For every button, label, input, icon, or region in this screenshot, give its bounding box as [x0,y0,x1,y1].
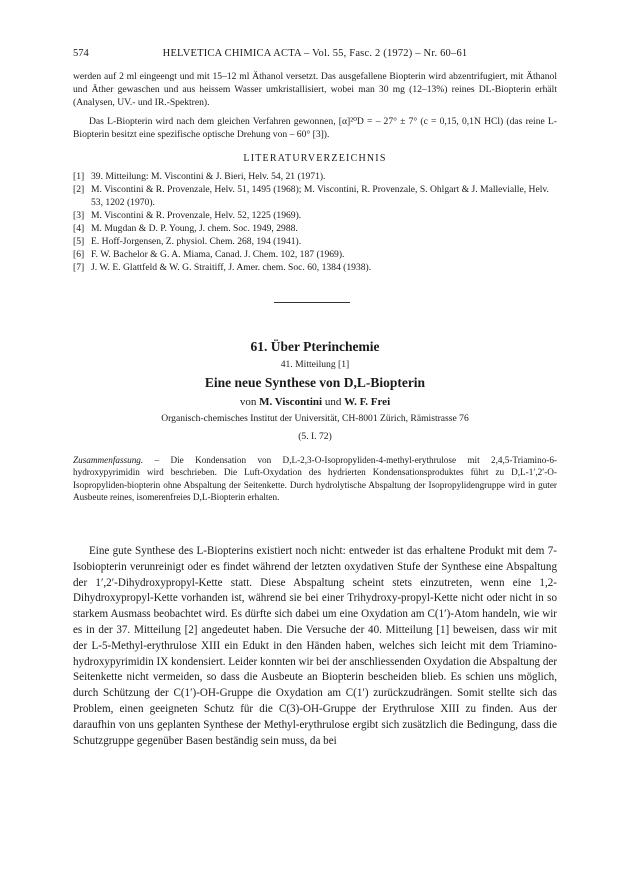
experimental-paragraph: werden auf 2 ml eingeengt und mit 15–12 ml Äthanol versetzt. Das ausgefallene Biopterin wird abzentrifugiert, mit Äthanol und Äther gewaschen und aus heissem Wasser umkristallisiert, wobei man 30 mg (12–13%) reines DL-Biopterin erhält (Analysen, UV.- und IR.-Spektren). [73,71,557,108]
reference-item [73,261,557,274]
reference-item [73,248,557,261]
reference-item [73,222,557,235]
reference-text: E. Hoff-Jorgensen, Z. physiol. Chem. 268, 194 (1941). [91,236,302,247]
reference-list [73,170,557,274]
reference-number: [5] [73,236,85,247]
reference-number: [1] [73,171,85,182]
reference-text: M. Viscontini & R. Provenzale, Helv. 52, 1225 (1969). [91,210,302,221]
journal-title: HELVETICA CHIMICA ACTA – Vol. 55, Fasc. 2 (1972) – Nr. 60–61 [162,48,468,59]
abstract [73,454,557,503]
reference-item [73,183,557,209]
experimental-continuation [73,70,557,141]
reference-text: F. W. Bachelor & G. A. Miama, Canad. J. Chem. 102, 187 (1969). [91,249,345,260]
reference-item [73,209,557,222]
author-name: W. F. Frei [344,396,391,408]
reference-item [73,170,557,183]
article-authors [73,396,557,408]
article-title: 61. Über Pterinchemie [250,339,380,354]
authors-prefix: von [239,396,257,408]
author-name: M. Viscontini [259,396,323,408]
article-heading: Eine neue Synthese von D,L-Biopterin [204,375,426,390]
reference-number: [4] [73,223,85,234]
reference-number: [6] [73,249,85,260]
reference-text: M. Viscontini & R. Provenzale, Helv. 51, 1495 (1968); M. Viscontini, R. Provenzale, S. Ohlgart & J. Mallevialle, Helv. 53, 1202 (1970). [91,184,549,208]
article-subtitle: 41. Mitteilung [1] [280,359,350,370]
experimental-paragraph: Das L-Biopterin wird nach dem gleichen Verfahren gewonnen, [α]²⁰D = – 27° ± 7° (c = 0,15, 0,1N HCl) (das reine L-Biopterin besitzt eine spezifische optische Drehung von – 60° [3]). [73,116,557,140]
received-date: (5. I. 72) [298,431,332,442]
body-paragraph: Eine gute Synthese des L-Biopterins existiert noch nicht: entweder ist das erhaltene Produkt mit dem 7-Isobiopterin verunreinigt oder es findet während der letzten oxydativen Stufe der Synthese eine Abspaltung der 1′,2′-Dihydroxypropyl-Kette statt. Diese Abspaltung scheint stets einzutreten, wenn eine 1,2-Dihydroxypropyl-Kette vorhanden ist, während sie bei einer Trihydroxy-propyl-Kette nicht oder nicht in so starkem Ausmass beobachtet wird. Es dürfte sich dabei um eine Oxydation am C(1′)-Atom handeln, wie wir es in der 37. Mitteilung [2] angedeutet haben. Die Versuche der 40. Mitteilung [1] beweisen, dass wir mit der L-5-Methyl-erythrulose XIII ein Edukt in den Händen haben, welches sich leicht mit dem Triamino-hydroxypyrimidin IX kondensiert. Leider konnten wir bei der anschliessenden Oxydation die Abspaltung der Seitenkette nicht vermeiden, so dass die Ausbeute an Biopterin bescheiden blieb. Es schien uns möglich, durch Schützung der C(1′)-OH-Gruppe die Oxydation am C(1′) zurückzudrängen. Somit stellte sich das Problem, einen geeigneten Schutz für die C(3)-OH-Gruppe der Erythrulose XIII zu finden. Aus der daraufhin von uns geplanten Synthese der Methyl-erythrulose ergibt sich zusätzlich die Bedingung, dass die Schutzgruppe gegenüber Basen beständig sein muss, da bei [73,545,558,747]
page-header [73,48,557,62]
reference-text: J. W. E. Glattfeld & W. G. Straitiff, J. Amer. chem. Soc. 60, 1384 (1938). [91,262,372,273]
abstract-label: Zusammenfassung. [73,455,144,465]
page-number: 574 [73,48,89,59]
reference-number: [3] [73,210,85,221]
reference-item [73,235,557,248]
reference-text: M. Mugdan & D. P. Young, J. chem. Soc. 1949, 2988. [91,223,298,234]
abstract-text: – Die Kondensation von D,L-2,3-O-Isopropyliden-4-methyl-erythrulose mit 2,4,5-Triamino-6-hydroxypyrimidin wird beschrieben. Die Luft-Oxydation des hydrierten Kondensationsproduktes führt zu D,L-1′,2′-O-Isopropyliden-biopterin ohne Abspaltung der Seitenkette. Durch hydrolytische Abspaltung der Isopropylidengruppe wird in guter Ausbeute reines, isomerenfreies D,L-Biopterin erhalten. [73,455,557,502]
reference-number: [2] [73,184,85,195]
reference-text: 39. Mitteilung: M. Viscontini & J. Bieri, Helv. 54, 21 (1971). [91,171,326,182]
references-heading: LITERATURVERZEICHNIS [243,153,387,164]
section-divider [274,302,350,303]
reference-number: [7] [73,262,85,273]
authors-conjunction: und [324,396,342,408]
author-institute: Organisch-chemisches Institut der Universität, CH-8001 Zürich, Rämistrasse 76 [161,413,469,424]
